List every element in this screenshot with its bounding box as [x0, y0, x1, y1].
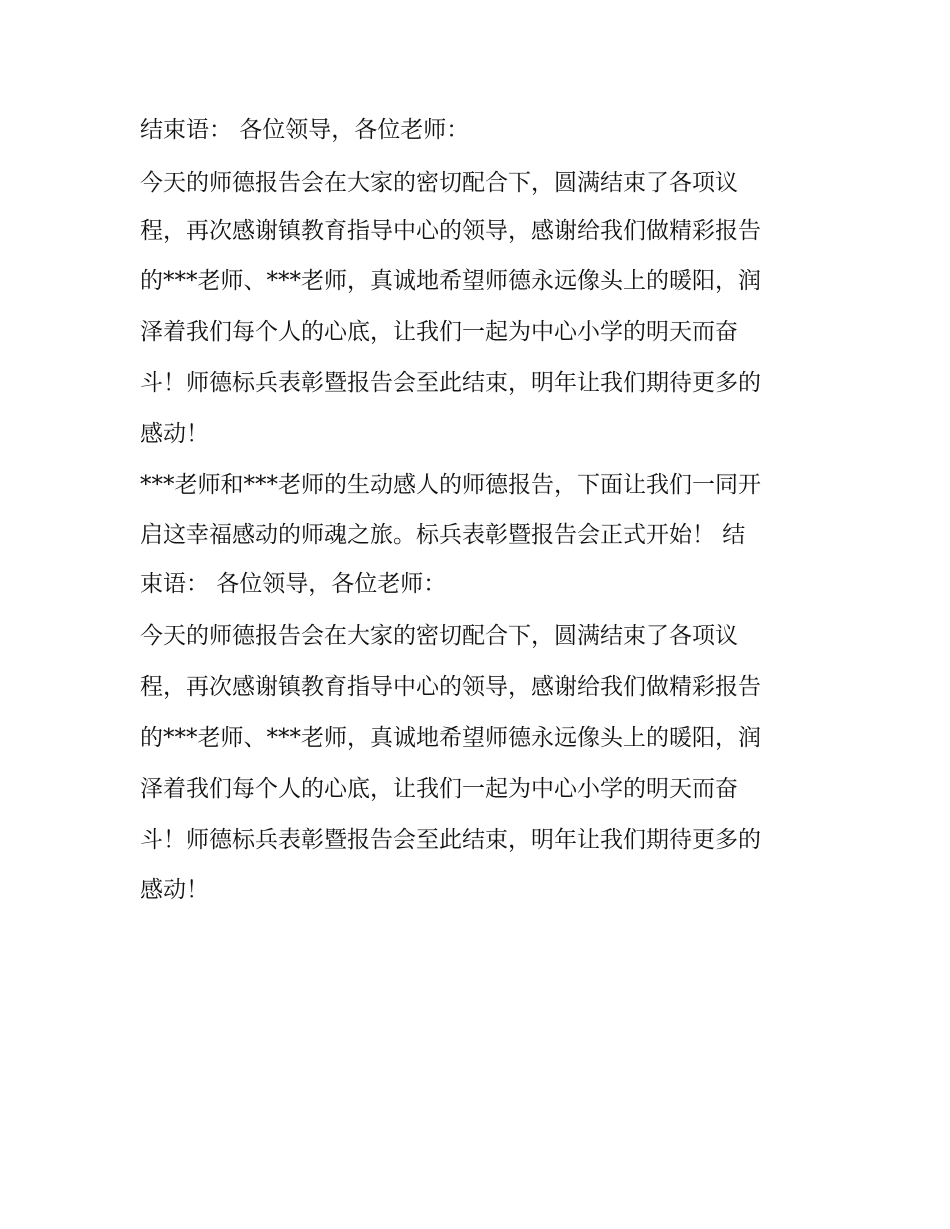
text-line: 今天的师德报告会在大家的密切配合下，圆满结束了各项议 [140, 170, 738, 196]
text-line: 斗！师德标兵表彰暨报告会至此结束，明年让我们期待更多的 [140, 827, 761, 853]
text-line: 感动！ [140, 421, 209, 447]
text-line: 泽着我们每个人的心底，让我们一起为中心小学的明天而奋 [140, 319, 738, 345]
text-line: 斗！师德标兵表彰暨报告会至此结束，明年让我们期待更多的 [140, 370, 761, 396]
text-line: 的***老师、***老师，真诚地希望师德永远像头上的暖阳，润 [140, 725, 761, 751]
text-line: 束语： 各位领导，各位老师： [140, 571, 447, 597]
text-line: 感动！ [140, 877, 209, 903]
text-line: 结束语： 各位领导，各位老师： [140, 117, 470, 143]
text-line: 启这幸福感动的师魂之旅。标兵表彰暨报告会正式开始！ 结 [140, 522, 746, 548]
text-line: 程，再次感谢镇教育指导中心的领导，感谢给我们做精彩报告 [140, 218, 761, 244]
text-line: ***老师和***老师的生动感人的师德报告，下面让我们一同开 [140, 472, 761, 498]
text-line: 今天的师德报告会在大家的密切配合下，圆满结束了各项议 [140, 623, 738, 649]
text-line: 的***老师、***老师，真诚地希望师德永远像头上的暖阳，润 [140, 268, 761, 294]
text-line: 泽着我们每个人的心底，让我们一起为中心小学的明天而奋 [140, 776, 738, 802]
text-line: 程，再次感谢镇教育指导中心的领导，感谢给我们做精彩报告 [140, 674, 761, 700]
